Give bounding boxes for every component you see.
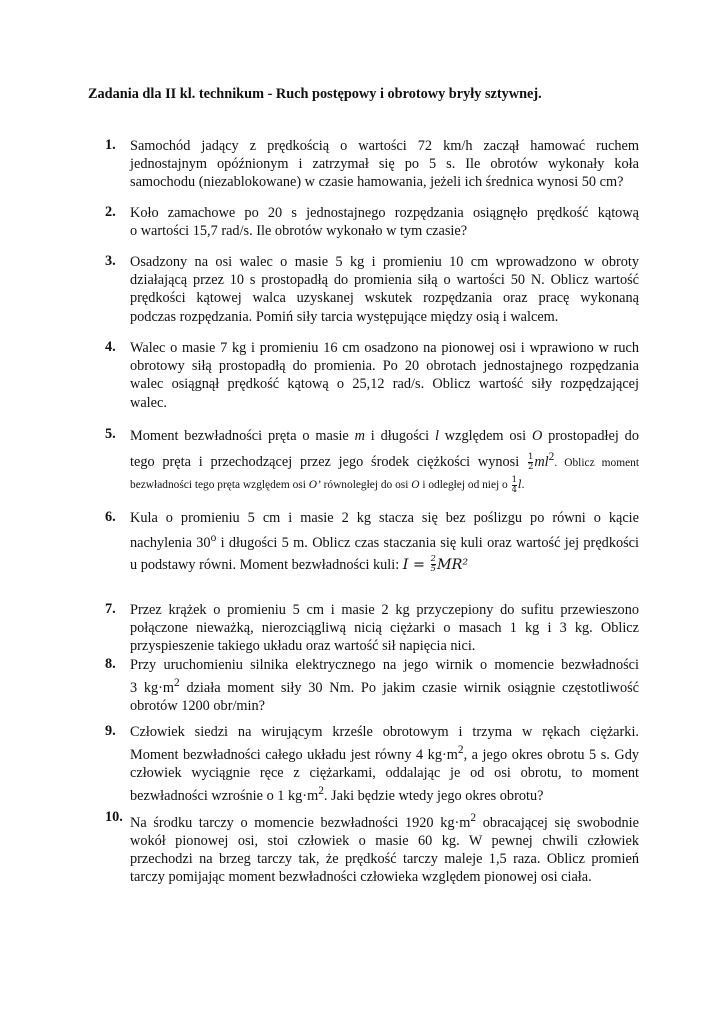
task-number: 10. [105,809,123,825]
task-text [130,426,639,496]
text-line: jednostajnym opóźnionym i zatrzymał się po 5 s. Ile obrotów wykonały koła [130,156,639,173]
text-line: tarczy pomijając moment bezwładności człowieka względem pionowej osi ciała. [130,869,592,886]
task-text [130,601,639,656]
text-line: Koło zamachowe po 20 s jednostajnego rozpędzania osiągnęło prędkość kątową [130,205,639,221]
task-number: 2. [105,204,116,220]
text-line: tego pręta i przechodzącej przez jego środek ciężkości wynosi $\frac{1}{2}$ $ml^2$. Oblicz moment [130,451,639,472]
text-line: podczas rozpędzania. Pomiń siły tarcia występujące między osią i walcem. [130,308,559,325]
text-line: Przy uruchomieniu silnika elektrycznego na jego wirnik o momencie bezwładności [130,657,639,673]
formula-moment-of-inertia: I = $\frac{2}{5}$ MR² [402,554,469,575]
fraction-quarter: $\frac{1}{4}$ [511,474,517,495]
fraction-half: $\frac{1}{2}$ [527,451,534,472]
text-line: samochodu (niezablokowane) w czasie hamowania, jeżeli ich średnica wynosi 50 cm? [130,174,624,191]
var-l: l [518,476,522,491]
task-text [130,509,639,577]
task-number: 7. [105,601,116,617]
task-number: 8. [105,656,116,672]
var-o: O [531,428,543,444]
task-text [130,809,639,887]
task-number: 6. [105,509,116,525]
var-o-prime: O’ [308,478,321,491]
text-line: walec. [130,394,167,411]
task-number: 3. [105,253,116,269]
task-text [130,204,639,240]
text-line: człowiek wyciągnie ręce z ciężarkami, oddalając je od osi obrotu, to moment [130,765,639,782]
text-line: walec osiągnął prędkość kątową o 25,12 rad/s. Oblicz wartość siły rozpędzającej [130,376,639,393]
text-line: obrotowy siłą prostopadłą do promienia. Po 20 obrotach jednostajnego rozpędzania [130,358,639,375]
text-line: przechodzi na brzeg tarczy tak, że prędkość tarczy maleje 1,5 raza. Oblicz promień [130,851,639,868]
text-line: Osadzony na osi walec o masie 5 kg i promieniu 10 cm wprowadzono w obroty [130,254,639,270]
task-text [130,253,639,326]
text-line: wokół pionowej osi, stoi człowiek o masie 60 kg. W pewnej chwili człowiek [130,832,639,849]
text-line: Walec o masie 7 kg i promieniu 16 cm osadzono na pionowej osi i wprawiono w ruch [130,340,639,356]
task-text [130,137,639,192]
text-line: przyspieszenie takiego układu oraz wartość sił napięcia nici. [130,638,476,655]
var-o: O [411,478,420,491]
text-line: nachylenia 30$^o$ i długości 5 m. Oblicz czas staczania się kuli oraz wartość jej prędkości [130,531,639,551]
var-l: l [434,428,439,444]
text-line: Na środku tarczy o momencie bezwładności 1920 $kg\cdot m^2$ obracającej się swobodnie [130,812,639,831]
text-line: prędkości kątowej walca uzyskanej wskutek rozpędzania oraz pracę wykonaną [130,290,639,307]
text-line: o wartości 15,7 rad/s. Ile obrotów wykonało w tym czasie? [130,223,468,240]
task-number: 4. [105,339,116,355]
task-number: 5. [105,426,116,442]
text-line: bezwładności wzrośnie o 1 $kg\cdot m^2$. Jaki będzie wtedy jego okres obrotu? [130,785,544,805]
task-text [130,723,639,805]
page-title: Zadania dla II kl. technikum - Ruch postępowy i obrotowy bryły sztywnej. [88,86,542,102]
text-line: Moment bezwładności pręta o masie m i długości l względem osi O prostopadłej do [130,428,639,444]
text-line: działającą przez 10 s prostopadłą do promienia siłą o wartości 50 N. Oblicz wartość [130,272,639,289]
text-line: bezwładności tego pręta względem osi O’ równoległej do osi O i odległej od niej o $\frac{1}{4}$ l. [130,474,525,495]
text-line: 3 $kg\cdot m^2$ działa moment siły 30 Nm. Po jakim czasie wirnik osiągnie częstotliwość [130,677,639,696]
task-number: 9. [105,723,116,739]
text-line: Przez krążek o promieniu 5 cm i masie 2 kg przyczepiony do sufitu przewieszono [130,602,639,618]
var-m: m [354,428,365,444]
fraction-two-fifths: $\frac{2}{5}$ [430,554,436,575]
text-line: u podstawy równi. Moment bezwładności kuli: I = $\frac{2}{5}$ MR² [130,554,469,575]
task-text [130,656,639,715]
text-line: połączone nieważką, nierozciągliwą nicią ciężarki o masach 1 kg i 3 kg. Oblicz [130,620,639,637]
task-number: 1. [105,137,116,153]
text-line: Kula o promieniu 5 cm i masie 2 kg stacza się bez poślizgu po równi o kącie [130,510,639,526]
text-line: Moment bezwładności całego układu jest równy 4 $kg\cdot m^2$, a jego okres obrotu 5 s. Gdy [130,744,639,763]
text-line: Człowiek siedzi na wirującym krześle obrotowym i trzyma w rękach ciężarki. [130,724,639,740]
formula-ml: ml [534,453,549,470]
text-line: obrotów 1200 obr/min? [130,698,266,715]
task-text [130,339,639,412]
text-line: Samochód jadący z prędkością o wartości 72 km/h zaczął hamować ruchem [130,138,639,154]
